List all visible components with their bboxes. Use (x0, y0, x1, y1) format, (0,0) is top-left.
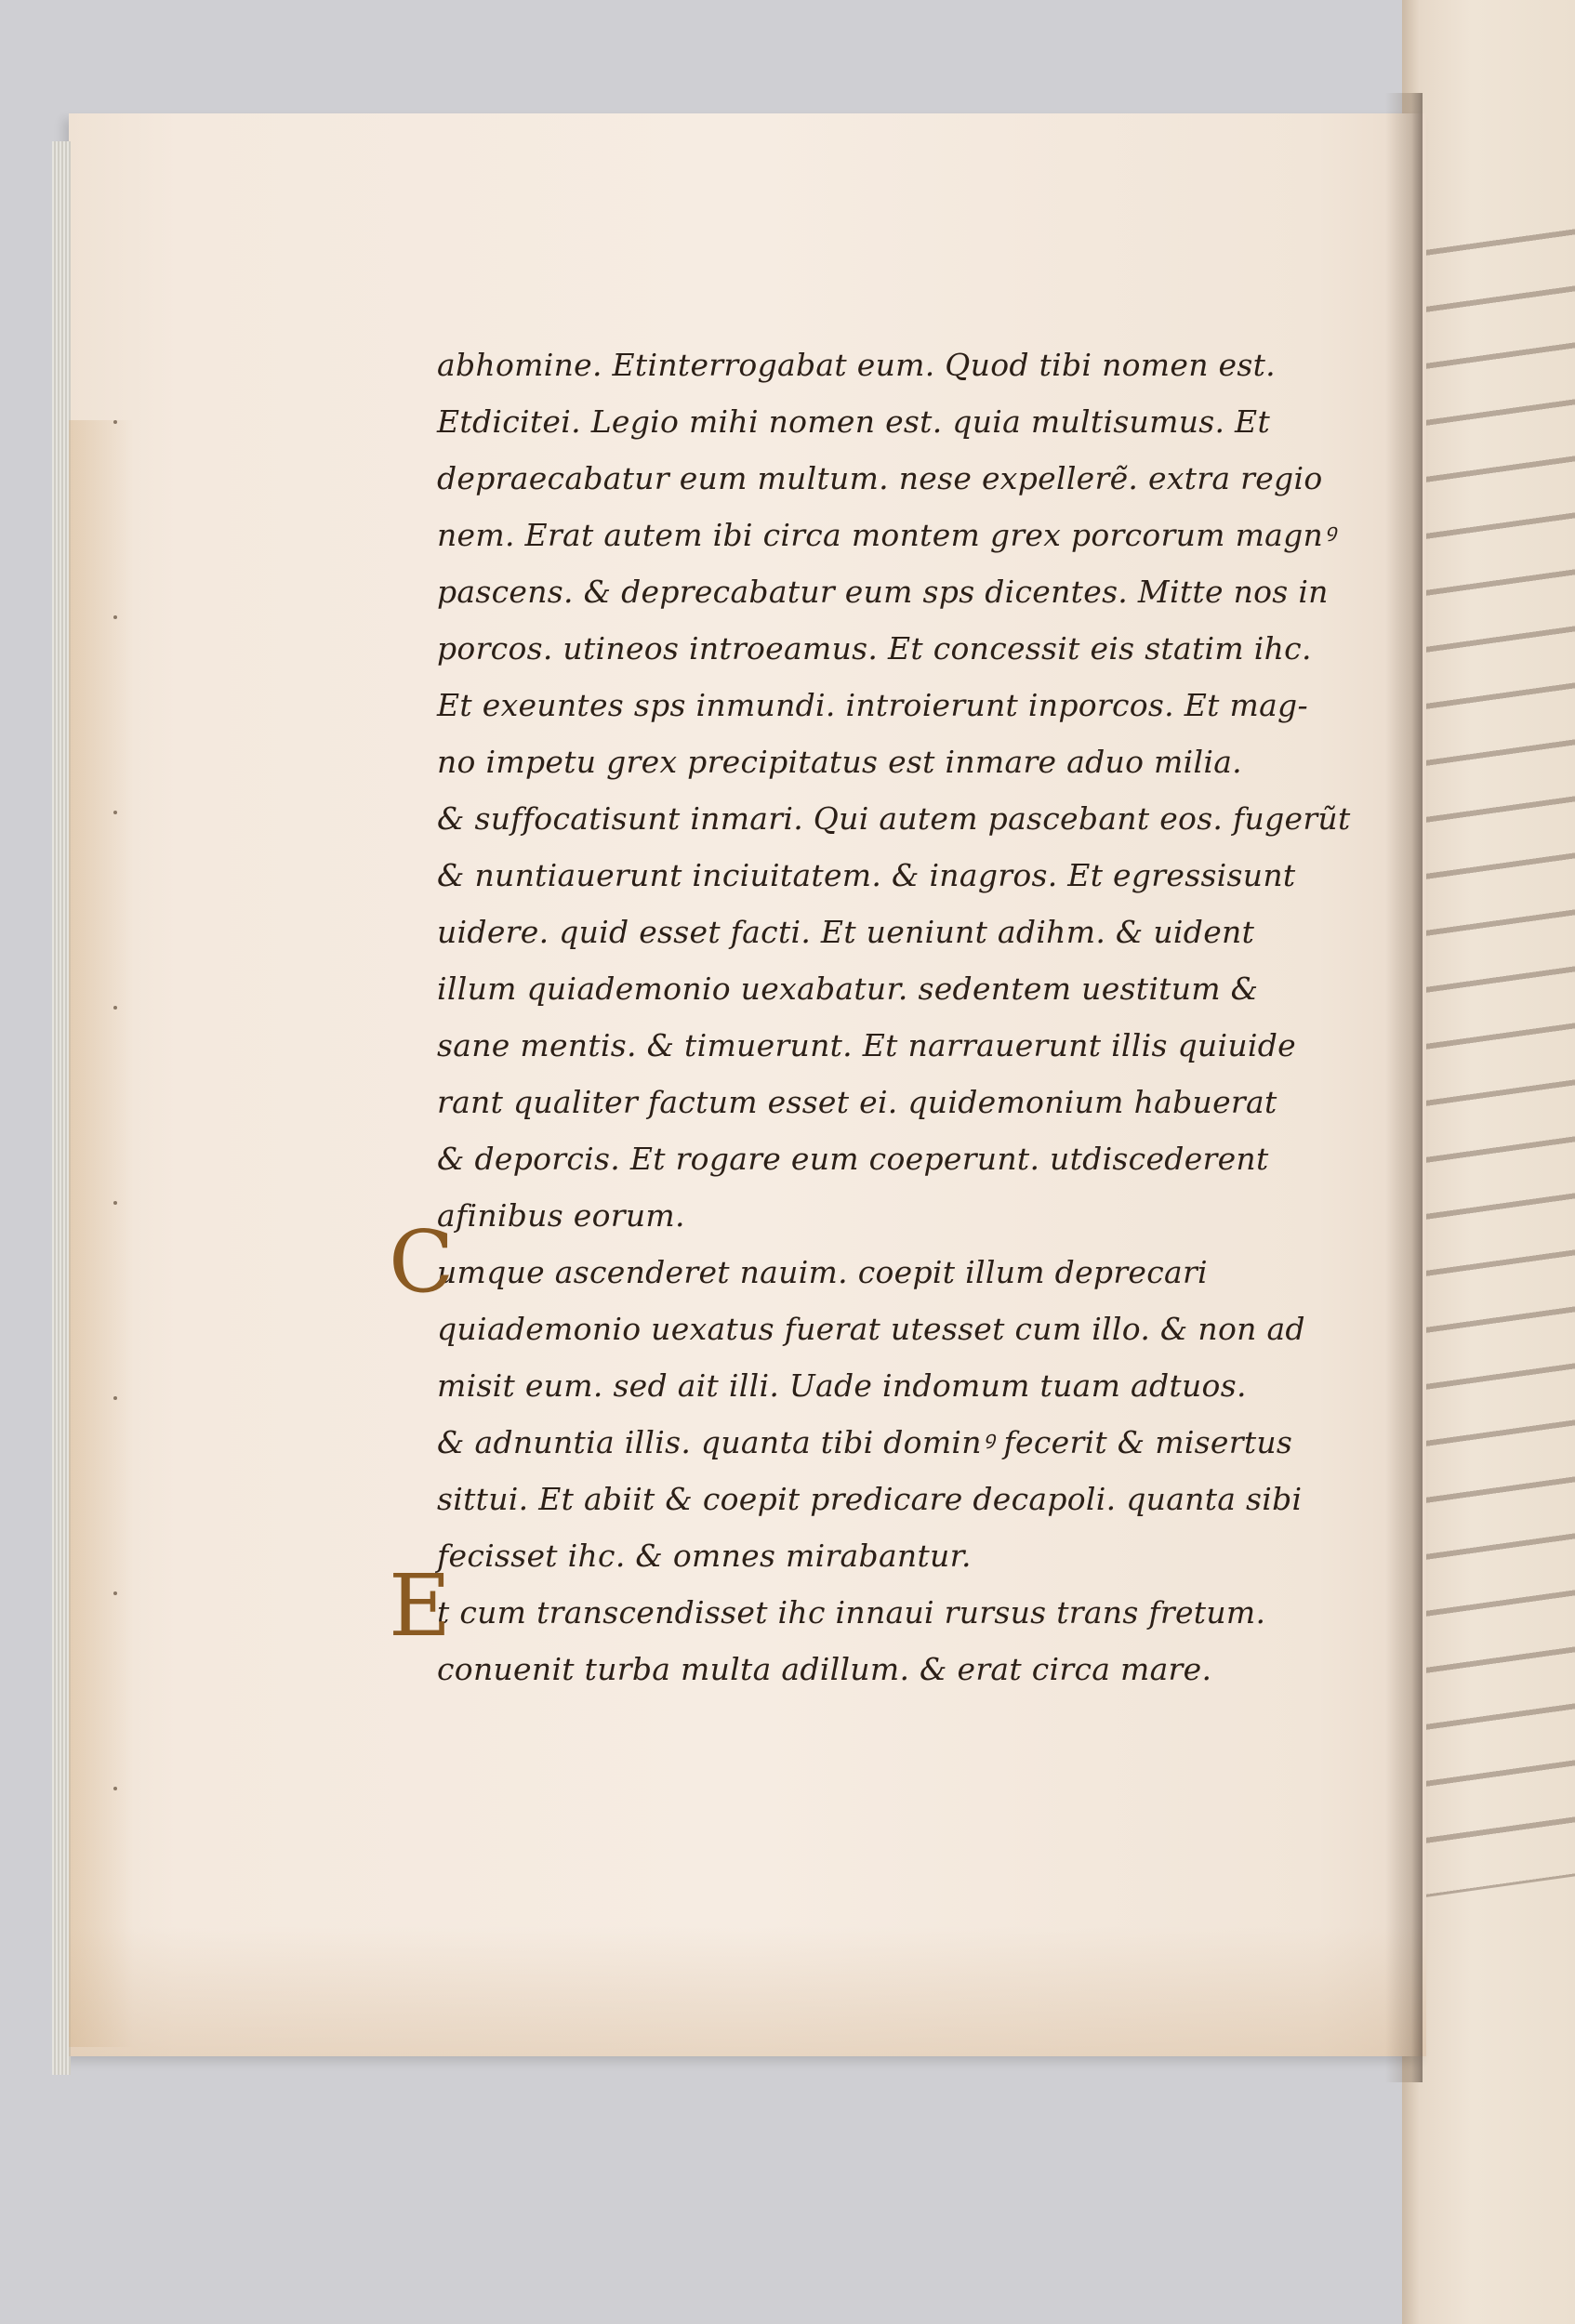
pricking-hole (113, 615, 117, 619)
text-line: & suffocatisunt inmari. Qui autem pascebant eos. fugerũt (437, 800, 1351, 837)
text-line: Etdicitei. Legio mihi nomen est. quia multisumus. Et (437, 403, 1271, 440)
pricking-hole (113, 1006, 117, 1010)
water-stain-bottom (69, 1926, 1426, 2056)
facing-page (1402, 0, 1575, 2324)
text-line: misit eum. sed ait illi. Uade indomum tuam adtuos. (437, 1367, 1247, 1404)
text-line: sane mentis. & timuerunt. Et narrauerunt illis quiuide (437, 1027, 1297, 1063)
text-line: Et exeuntes sps inmundi. introierunt inporcos. Et mag- (437, 687, 1308, 723)
text-line: fecisset ihc. & omnes mirabantur. (437, 1538, 972, 1574)
pricking-hole (113, 811, 117, 814)
text-line: depraecabatur eum multum. nese expellerẽ. extra regio (437, 460, 1323, 496)
text-line: t cum transcendisset ihc innaui rursus trans fretum. (437, 1594, 1266, 1631)
text-line: illum quiademonio uexabatur. sedentem uestitum & (437, 971, 1259, 1007)
decorated-initial-e: E (389, 1556, 452, 1656)
text-line: conuenit turba multa adillum. & erat circa mare. (437, 1651, 1212, 1687)
text-line: sittui. Et abiit & coepit predicare decapoli. quanta sibi (437, 1481, 1303, 1517)
text-line: nem. Erat autem ibi circa montem grex porcorum magnꝰ (437, 517, 1336, 553)
pricking-hole (113, 1787, 117, 1790)
water-stain-left (69, 420, 134, 2047)
text-line: rant qualiter factum esset ei. quidemonium habuerat (437, 1084, 1277, 1120)
facing-page-text-fragment (1419, 203, 1575, 1898)
book-gutter (1385, 93, 1423, 2082)
text-line: pascens. & deprecabatur eum sps dicentes. Mitte nos in (437, 574, 1329, 610)
pricking-hole (113, 1591, 117, 1595)
pricking-hole (113, 1396, 117, 1400)
text-line: & nuntiauerunt inciuitatem. & inagros. Et egressisunt (437, 857, 1296, 893)
text-line: porcos. utineos introeamus. Et concessit eis statim ihc. (437, 630, 1312, 667)
text-line: quiademonio uexatus fuerat utesset cum illo. & non ad (437, 1311, 1305, 1347)
decorated-initial-c: C (389, 1212, 455, 1312)
text-line: afinibus eorum. (437, 1197, 685, 1234)
pricking-hole (113, 420, 117, 424)
pricking-hole (113, 1201, 117, 1205)
page-edge (52, 141, 71, 2075)
text-line: umque ascenderet nauim. coepit illum deprecari (437, 1254, 1208, 1290)
text-line: & deporcis. Et rogare eum coeperunt. utdiscederent (437, 1141, 1269, 1177)
text-line: & adnuntia illis. quanta tibi dominꝰ fecerit & misertus (437, 1424, 1293, 1460)
text-line: abhomine. Etinterrogabat eum. Quod tibi nomen est. (437, 347, 1276, 383)
text-line: no impetu grex precipitatus est inmare aduo milia. (437, 744, 1242, 780)
text-line: uidere. quid esset facti. Et ueniunt adihm. & uident (437, 914, 1255, 950)
text-block (389, 337, 1376, 1697)
